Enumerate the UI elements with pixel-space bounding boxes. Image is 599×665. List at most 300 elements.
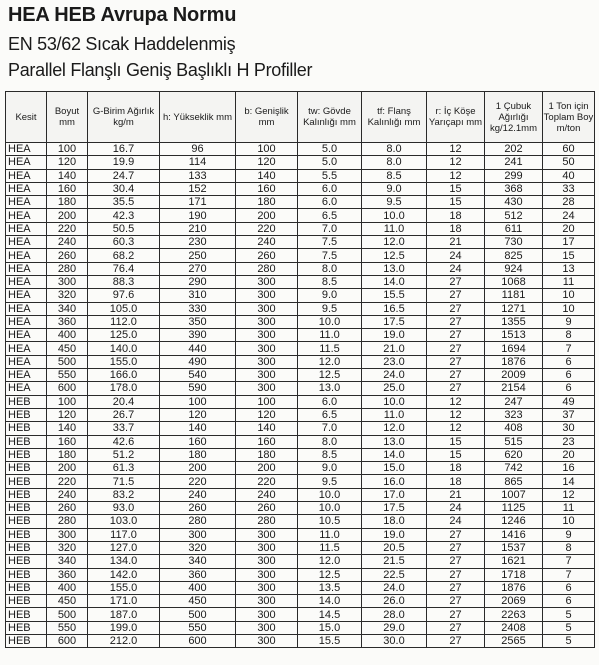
table-cell: 18 [427, 222, 485, 235]
table-cell: 1125 [485, 502, 543, 515]
table-cell: HEB [6, 502, 47, 515]
table-row [6, 395, 595, 408]
table-cell: HEB [6, 568, 47, 581]
table-cell: 100 [47, 143, 88, 156]
table-cell: 220 [160, 475, 236, 488]
table-cell: 27 [427, 329, 485, 342]
table-cell: 11.5 [298, 541, 362, 554]
table-cell: 21 [427, 236, 485, 249]
table-row [6, 435, 595, 448]
column-header: b: Genişlik mm [236, 92, 298, 143]
table-cell: 865 [485, 475, 543, 488]
table-row [6, 541, 595, 554]
table-cell: 27 [427, 302, 485, 315]
table-cell: 14.0 [298, 595, 362, 608]
column-header: r: İç Köşe Yarıçapı mm [427, 92, 485, 143]
table-cell: 5.5 [298, 169, 362, 182]
table-cell: 60 [543, 143, 595, 156]
table-cell: 7 [543, 555, 595, 568]
table-cell: 220 [236, 222, 298, 235]
table-cell: 88.3 [88, 275, 160, 288]
table-cell: 300 [47, 275, 88, 288]
table-cell: 2263 [485, 608, 543, 621]
table-cell: 24 [427, 249, 485, 262]
table-cell: HEA [6, 369, 47, 382]
table-cell: 340 [47, 555, 88, 568]
table-cell: 76.4 [88, 262, 160, 275]
table-cell: 6.5 [298, 209, 362, 222]
table-cell: 5 [543, 608, 595, 621]
table-cell: 171.0 [88, 595, 160, 608]
table-cell: 742 [485, 462, 543, 475]
table-cell: 49 [543, 395, 595, 408]
table-cell: 16 [543, 462, 595, 475]
table-cell: 10 [543, 302, 595, 315]
table-header-row [6, 92, 595, 143]
table-cell: 6 [543, 581, 595, 594]
table-cell: 620 [485, 448, 543, 461]
table-cell: 120 [236, 156, 298, 169]
table-cell: 18 [427, 209, 485, 222]
table-cell: 180 [47, 448, 88, 461]
table-cell: 134.0 [88, 555, 160, 568]
table-cell: 200 [47, 462, 88, 475]
table-cell: 50 [543, 156, 595, 169]
table-cell: 83.2 [88, 488, 160, 501]
table-cell: 140 [160, 422, 236, 435]
table-cell: 220 [47, 222, 88, 235]
table-cell: HEB [6, 621, 47, 634]
table-cell: HEB [6, 435, 47, 448]
table-cell: 140 [47, 169, 88, 182]
table-cell: 27 [427, 342, 485, 355]
table-cell: 33.7 [88, 422, 160, 435]
table-cell: 27 [427, 595, 485, 608]
table-cell: 27 [427, 568, 485, 581]
table-cell: 152 [160, 182, 236, 195]
document-subtitle-description: Parallel Flanşlı Geniş Başlıklı H Profiller [8, 60, 313, 80]
table-cell: 8.0 [298, 262, 362, 275]
table-cell: 27 [427, 275, 485, 288]
table-cell: HEB [6, 634, 47, 647]
table-cell: HEA [6, 382, 47, 395]
table-row [6, 502, 595, 515]
table-cell: 9.5 [298, 302, 362, 315]
table-cell: 300 [236, 275, 298, 288]
table-cell: 18 [427, 475, 485, 488]
table-cell: 280 [236, 515, 298, 528]
table-cell: 550 [47, 621, 88, 634]
table-cell: HEA [6, 209, 47, 222]
table-cell: 220 [236, 475, 298, 488]
table-cell: 241 [485, 156, 543, 169]
document-title: HEA HEB Avrupa Normu [8, 4, 237, 26]
column-header: Boyut mm [47, 92, 88, 143]
table-cell: 260 [236, 249, 298, 262]
table-cell: 112.0 [88, 315, 160, 328]
table-cell: 120 [47, 408, 88, 421]
table-cell: 500 [160, 608, 236, 621]
table-cell: 35.5 [88, 196, 160, 209]
table-cell: 6.0 [298, 196, 362, 209]
table-cell: 19.9 [88, 156, 160, 169]
table-cell: 8.5 [298, 275, 362, 288]
table-cell: 15 [543, 249, 595, 262]
table-cell: 10.0 [298, 315, 362, 328]
table-cell: 6.0 [298, 182, 362, 195]
table-cell: 7.5 [298, 249, 362, 262]
table-cell: HEA [6, 262, 47, 275]
table-cell: 300 [236, 608, 298, 621]
table-cell: 515 [485, 435, 543, 448]
table-row [6, 369, 595, 382]
table-cell: 220 [47, 475, 88, 488]
table-cell: 20.5 [362, 541, 427, 554]
table-cell: 300 [236, 369, 298, 382]
table-cell: 171 [160, 196, 236, 209]
table-row [6, 169, 595, 182]
table-cell: 13.0 [362, 262, 427, 275]
table-cell: 97.6 [88, 289, 160, 302]
table-cell: 300 [236, 541, 298, 554]
table-cell: 320 [160, 541, 236, 554]
table-cell: 825 [485, 249, 543, 262]
table-cell: 300 [47, 528, 88, 541]
table-cell: 17.0 [362, 488, 427, 501]
table-cell: 11.0 [298, 329, 362, 342]
table-cell: 21.5 [362, 555, 427, 568]
table-cell: 14.0 [362, 448, 427, 461]
table-cell: HEB [6, 581, 47, 594]
table-cell: 12.0 [362, 422, 427, 435]
table-cell: 9.5 [362, 196, 427, 209]
table-cell: 9 [543, 528, 595, 541]
table-cell: 24.0 [362, 581, 427, 594]
table-cell: 512 [485, 209, 543, 222]
table-cell: 12 [427, 143, 485, 156]
table-cell: 280 [160, 515, 236, 528]
table-cell: 187.0 [88, 608, 160, 621]
table-cell: HEB [6, 488, 47, 501]
column-header: tw: Gövde Kalınlığı mm [298, 92, 362, 143]
table-cell: 240 [236, 236, 298, 249]
table-cell: 178.0 [88, 382, 160, 395]
table-cell: 300 [236, 355, 298, 368]
table-cell: 21.0 [362, 342, 427, 355]
table-cell: 12 [543, 488, 595, 501]
table-cell: 550 [160, 621, 236, 634]
table-cell: HEB [6, 395, 47, 408]
table-cell: 37 [543, 408, 595, 421]
column-header: 1 Çubuk Ağırlığı kg/12.1mm [485, 92, 543, 143]
table-row [6, 475, 595, 488]
table-cell: 300 [236, 568, 298, 581]
table-cell: 1416 [485, 528, 543, 541]
table-cell: 247 [485, 395, 543, 408]
table-cell: 28 [543, 196, 595, 209]
table-cell: 300 [236, 581, 298, 594]
table-cell: 11 [543, 502, 595, 515]
table-cell: 260 [160, 502, 236, 515]
table-cell: 10 [543, 289, 595, 302]
table-cell: 2565 [485, 634, 543, 647]
table-cell: 400 [160, 581, 236, 594]
table-cell: 400 [47, 329, 88, 342]
table-cell: 42.6 [88, 435, 160, 448]
table-row [6, 608, 595, 621]
table-cell: 26.0 [362, 595, 427, 608]
table-cell: 450 [160, 595, 236, 608]
table-cell: 320 [47, 289, 88, 302]
table-cell: HEB [6, 608, 47, 621]
table-cell: 9.0 [362, 182, 427, 195]
table-cell: 7 [543, 568, 595, 581]
table-cell: 2009 [485, 369, 543, 382]
table-cell: 200 [47, 209, 88, 222]
table-row [6, 156, 595, 169]
table-row [6, 182, 595, 195]
table-cell: 200 [236, 462, 298, 475]
table-cell: HEB [6, 595, 47, 608]
table-cell: 160 [236, 182, 298, 195]
table-cell: 19.0 [362, 528, 427, 541]
table-cell: 8.0 [362, 156, 427, 169]
table-cell: 10.0 [298, 502, 362, 515]
table-cell: 16.0 [362, 475, 427, 488]
table-cell: 14 [543, 475, 595, 488]
table-cell: HEB [6, 475, 47, 488]
table-cell: 114 [160, 156, 236, 169]
table-cell: 15 [427, 448, 485, 461]
table-cell: HEA [6, 196, 47, 209]
table-cell: 125.0 [88, 329, 160, 342]
table-cell: 6 [543, 595, 595, 608]
table-cell: 27 [427, 621, 485, 634]
table-cell: 103.0 [88, 515, 160, 528]
table-cell: 29.0 [362, 621, 427, 634]
table-cell: 199.0 [88, 621, 160, 634]
table-cell: 8.5 [362, 169, 427, 182]
table-cell: 8.0 [362, 143, 427, 156]
table-cell: 21 [427, 488, 485, 501]
table-row [6, 528, 595, 541]
table-cell: 590 [160, 382, 236, 395]
table-cell: 17.5 [362, 502, 427, 515]
table-cell: 1621 [485, 555, 543, 568]
table-cell: 11.5 [298, 342, 362, 355]
table-cell: 600 [160, 634, 236, 647]
table-cell: 24 [427, 262, 485, 275]
table-cell: HEB [6, 515, 47, 528]
table-cell: 400 [47, 581, 88, 594]
table-cell: 166.0 [88, 369, 160, 382]
table-cell: 61.3 [88, 462, 160, 475]
table-cell: 500 [47, 608, 88, 621]
table-cell: 1246 [485, 515, 543, 528]
table-cell: 19.0 [362, 329, 427, 342]
table-cell: 1876 [485, 355, 543, 368]
table-row [6, 462, 595, 475]
table-cell: 27 [427, 634, 485, 647]
table-row [6, 555, 595, 568]
profile-spec-table [5, 91, 595, 648]
table-cell: 190 [160, 209, 236, 222]
table-cell: 71.5 [88, 475, 160, 488]
table-row [6, 634, 595, 647]
table-cell: 14.0 [362, 275, 427, 288]
table-cell: 30 [543, 422, 595, 435]
table-cell: 27 [427, 541, 485, 554]
table-cell: HEA [6, 143, 47, 156]
table-cell: 30.0 [362, 634, 427, 647]
table-cell: 15.5 [298, 634, 362, 647]
table-row [6, 302, 595, 315]
table-cell: 550 [47, 369, 88, 382]
table-cell: 340 [160, 555, 236, 568]
table-cell: 13.5 [298, 581, 362, 594]
table-cell: 25.0 [362, 382, 427, 395]
table-cell: 12 [427, 408, 485, 421]
table-cell: 40 [543, 169, 595, 182]
table-row [6, 568, 595, 581]
table-cell: 2408 [485, 621, 543, 634]
table-cell: HEA [6, 355, 47, 368]
table-row [6, 275, 595, 288]
table-cell: 300 [236, 595, 298, 608]
table-cell: 2069 [485, 595, 543, 608]
table-cell: 15.0 [362, 462, 427, 475]
table-cell: 100 [236, 395, 298, 408]
table-cell: 42.3 [88, 209, 160, 222]
table-cell: 600 [47, 382, 88, 395]
column-header: Kesit [6, 92, 47, 143]
table-cell: 12.5 [362, 249, 427, 262]
table-cell: 30.4 [88, 182, 160, 195]
table-cell: 27 [427, 528, 485, 541]
table-cell: 260 [236, 502, 298, 515]
table-cell: 12.5 [298, 369, 362, 382]
table-cell: 10.5 [298, 515, 362, 528]
table-cell: 117.0 [88, 528, 160, 541]
table-cell: 1513 [485, 329, 543, 342]
table-cell: 27 [427, 555, 485, 568]
table-cell: HEA [6, 236, 47, 249]
table-cell: 5.0 [298, 156, 362, 169]
table-row [6, 315, 595, 328]
table-cell: HEA [6, 156, 47, 169]
table-cell: 100 [47, 395, 88, 408]
table-cell: 140 [47, 422, 88, 435]
table-cell: HEA [6, 182, 47, 195]
table-row [6, 329, 595, 342]
table-cell: HEA [6, 302, 47, 315]
table-row [6, 488, 595, 501]
table-cell: 160 [47, 182, 88, 195]
table-cell: 320 [47, 541, 88, 554]
table-cell: 6 [543, 382, 595, 395]
table-cell: 11.0 [362, 222, 427, 235]
table-cell: 160 [236, 435, 298, 448]
table-cell: 360 [47, 568, 88, 581]
table-cell: 18 [427, 462, 485, 475]
table-cell: 27 [427, 289, 485, 302]
table-cell: 20.4 [88, 395, 160, 408]
table-cell: 611 [485, 222, 543, 235]
table-cell: 2154 [485, 382, 543, 395]
table-cell: 450 [47, 342, 88, 355]
table-cell: 14.5 [298, 608, 362, 621]
table-cell: 7.0 [298, 422, 362, 435]
column-header: 1 Ton için Toplam Boy m/ton [543, 92, 595, 143]
table-cell: 120 [236, 408, 298, 421]
table-cell: 17.5 [362, 315, 427, 328]
table-cell: 240 [47, 236, 88, 249]
table-cell: 240 [160, 488, 236, 501]
table-cell: HEA [6, 222, 47, 235]
table-row [6, 222, 595, 235]
table-cell: 300 [236, 528, 298, 541]
table-cell: 6 [543, 355, 595, 368]
table-cell: 202 [485, 143, 543, 156]
table-row [6, 355, 595, 368]
document-subtitle-standard: EN 53/62 Sıcak Haddelenmiş [8, 34, 236, 54]
table-cell: 5 [543, 634, 595, 647]
table-cell: 51.2 [88, 448, 160, 461]
table-cell: 5.0 [298, 143, 362, 156]
table-cell: 323 [485, 408, 543, 421]
table-cell: 13 [543, 262, 595, 275]
table-cell: 7.0 [298, 222, 362, 235]
table-cell: 180 [236, 448, 298, 461]
table-cell: 155.0 [88, 581, 160, 594]
table-cell: 8.5 [298, 448, 362, 461]
table-cell: 12 [427, 395, 485, 408]
table-row [6, 448, 595, 461]
table-cell: 212.0 [88, 634, 160, 647]
table-cell: 13.0 [298, 382, 362, 395]
table-cell: 12 [427, 156, 485, 169]
table-cell: HEA [6, 329, 47, 342]
table-cell: 200 [160, 462, 236, 475]
table-cell: 140.0 [88, 342, 160, 355]
table-row [6, 595, 595, 608]
table-cell: 24 [543, 209, 595, 222]
table-cell: 6.0 [298, 395, 362, 408]
table-row [6, 262, 595, 275]
table-cell: 10.0 [362, 395, 427, 408]
table-cell: 120 [160, 408, 236, 421]
table-cell: 280 [47, 262, 88, 275]
table-cell: 6.5 [298, 408, 362, 421]
table-cell: 1181 [485, 289, 543, 302]
table-cell: 9.0 [298, 289, 362, 302]
table-row [6, 249, 595, 262]
table-cell: 300 [236, 342, 298, 355]
table-cell: 10 [543, 515, 595, 528]
table-cell: 280 [47, 515, 88, 528]
table-cell: 300 [236, 555, 298, 568]
table-cell: 360 [160, 568, 236, 581]
table-cell: 15 [427, 182, 485, 195]
table-cell: 1355 [485, 315, 543, 328]
table-cell: 96 [160, 143, 236, 156]
table-cell: 300 [236, 382, 298, 395]
table-cell: 16.7 [88, 143, 160, 156]
table-cell: 160 [160, 435, 236, 448]
table-cell: 13.0 [362, 435, 427, 448]
table-cell: 924 [485, 262, 543, 275]
table-cell: 160 [47, 435, 88, 448]
